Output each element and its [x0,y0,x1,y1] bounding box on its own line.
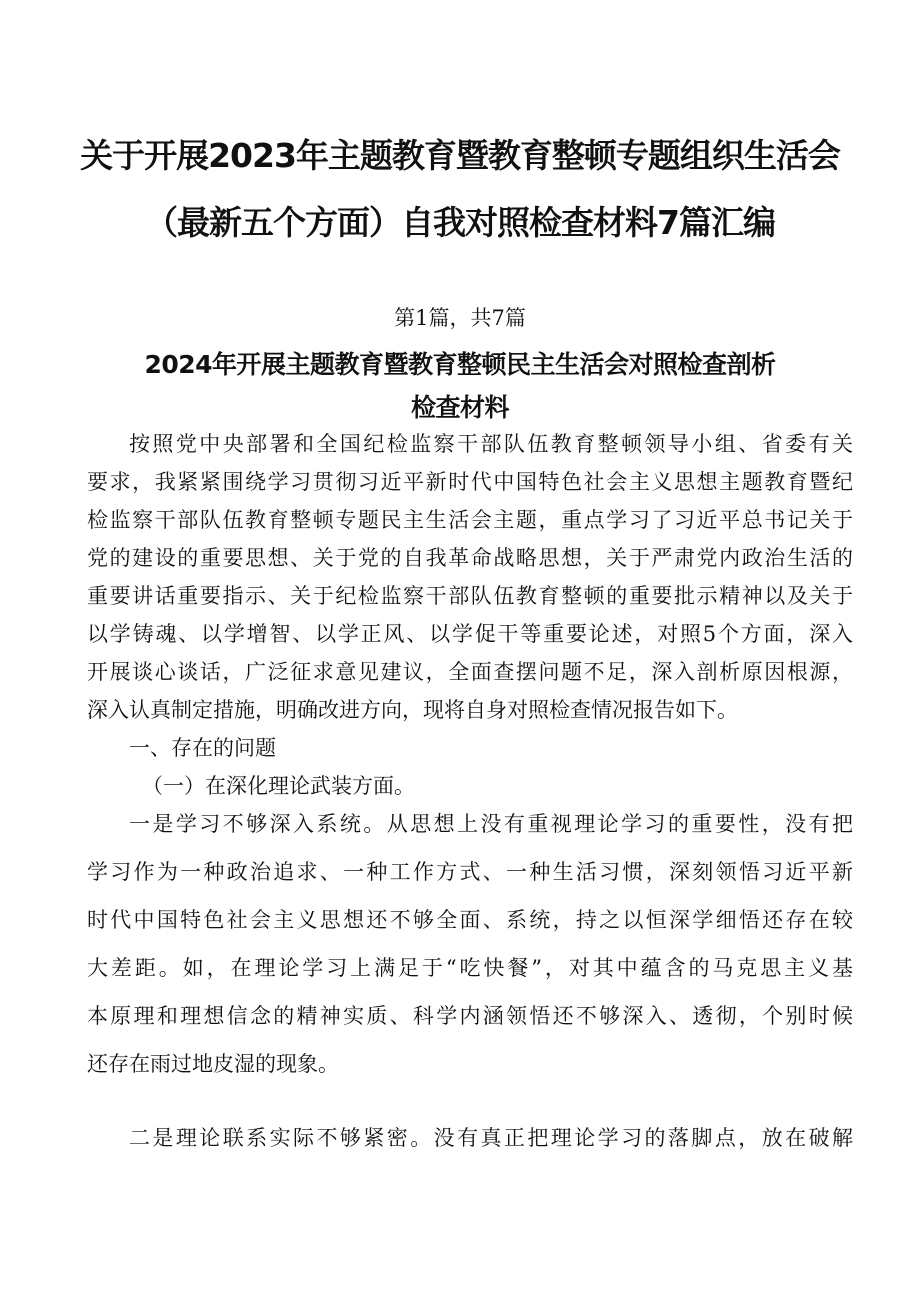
document-title-line-1: 关于开展2023年主题教育暨教育整顿专题组织生活会 [80,136,840,175]
intro-line: 党的建设的重要思想、关于党的自我革命战略思想，关于严肃党内政治生活的 [87,546,853,570]
document-title-line-2: （最新五个方面）自我对照检查材料7篇汇编 [145,203,775,242]
intro-line: 检监察干部队伍教育整顿专题民主生活会主题，重点学习了习近平总书记关于 [87,508,853,532]
point-line: 本原理和理想信念的精神实质、科学内涵领悟还不够深入、透彻，个别时候 [87,1004,853,1028]
point-line: 二是理论联系实际不够紧密。没有真正把理论学习的落脚点，放在破解 [129,1126,853,1150]
point-line: 学习作为一种政治追求、一种工作方式、一种生活习惯，深刻领悟习近平新 [87,860,853,884]
intro-line: 以学铸魂、以学增智、以学正风、以学促干等重要论述，对照5个方面，深入 [87,622,853,646]
intro-line: 重要讲话重要指示、关于纪检监察干部队伍教育整顿的重要批示精神以及关于 [87,584,853,608]
point-line: 一是学习不够深入系统。从思想上没有重视理论学习的重要性，没有把 [129,812,853,836]
intro-line: 按照党中央部署和全国纪检监察干部队伍教育整顿领导小组、省委有关 [129,432,853,456]
intro-line: 深入认真制定措施，明确改进方向，现将自身对照检查情况报告如下。 [87,698,738,722]
point-line: 大差距。如，在理论学习上满足于“吃快餐”，对其中蕴含的马克思主义基 [87,956,853,980]
intro-line: 开展谈心谈话，广泛征求意见建议，全面查摆问题不足，深入剖析原因根源， [87,660,853,684]
point-line: 还存在雨过地皮湿的现象。 [87,1052,339,1076]
part-title-line-1: 2024年开展主题教育暨教育整顿民主生活会对照检查剖析 [144,350,776,379]
part-title-line-2: 检查材料 [410,393,509,422]
section-heading: 一、存在的问题 [129,736,276,760]
intro-line: 要求，我紧紧围绕学习贯彻习近平新时代中国特色社会主义思想主题教育暨纪 [87,470,853,494]
subsection-heading: （一）在深化理论武装方面。 [142,774,415,798]
point-line: 时代中国特色社会主义思想还不够全面、系统，持之以恒深学细悟还存在较 [87,908,853,932]
part-number: 第1篇，共7篇 [394,306,526,330]
